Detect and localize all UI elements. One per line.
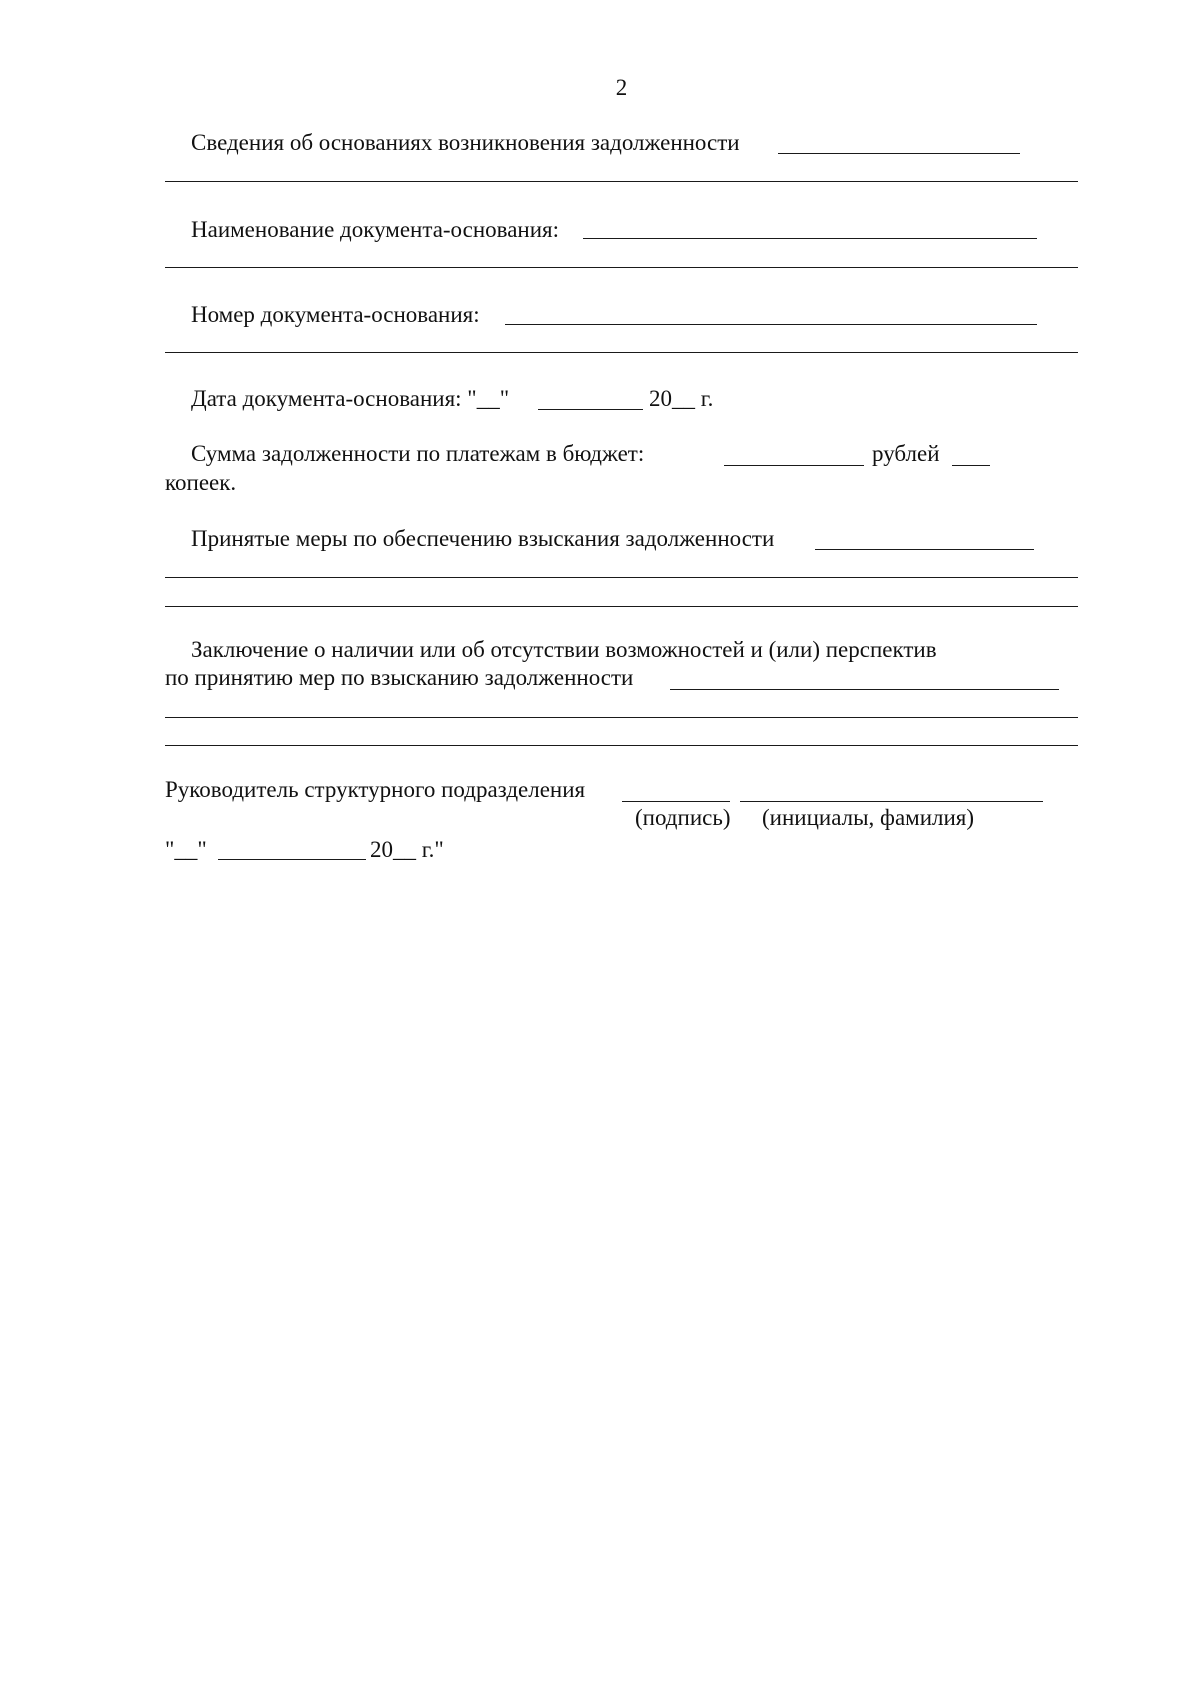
conclusion-blank[interactable] — [670, 689, 1059, 690]
conclusion-line-1: Заключение о наличии или об отсутствии возможностей и (или) перспектив — [191, 637, 937, 662]
conclusion-line-4[interactable] — [165, 745, 1078, 746]
doc-date-year: 20__ г. — [649, 386, 714, 411]
debt-basis-label: Сведения об основаниях возникновения задолженности — [191, 130, 740, 155]
debt-sum-kopecks: копеек. — [165, 470, 237, 495]
doc-name-line-2[interactable] — [165, 267, 1078, 268]
measures-line-2[interactable] — [165, 577, 1078, 578]
measures-line-3[interactable] — [165, 606, 1078, 607]
page-number: 2 — [615, 75, 628, 100]
doc-number-line-2[interactable] — [165, 352, 1078, 353]
signature-date-month-blank[interactable] — [218, 859, 366, 860]
doc-number-label: Номер документа-основания: — [191, 302, 480, 327]
debt-sum-rubles-blank[interactable] — [724, 465, 864, 466]
measures-label: Принятые меры по обеспечению взыскания задолженности — [191, 526, 775, 551]
debt-basis-line-2[interactable] — [165, 181, 1078, 182]
doc-number-blank[interactable] — [505, 324, 1037, 325]
signature-blank[interactable] — [622, 801, 730, 802]
name-caption: (инициалы, фамилия) — [762, 805, 975, 830]
doc-name-label: Наименование документа-основания: — [191, 217, 559, 242]
name-blank[interactable] — [740, 801, 1043, 802]
debt-sum-label: Сумма задолженности по платежам в бюджет: — [191, 441, 645, 466]
conclusion-line-3[interactable] — [165, 717, 1078, 718]
conclusion-line-2: по принятию мер по взысканию задолженности — [165, 665, 634, 690]
head-of-unit-label: Руководитель структурного подразделения — [165, 777, 586, 802]
signature-date-year: 20__ г." — [370, 837, 444, 862]
doc-date-month-blank[interactable] — [538, 409, 643, 410]
doc-name-blank[interactable] — [583, 238, 1037, 239]
doc-date-label: Дата документа-основания: "__" — [191, 386, 510, 411]
signature-caption: (подпись) — [635, 805, 731, 830]
signature-date-day: "__" — [165, 837, 207, 862]
measures-blank[interactable] — [815, 549, 1034, 550]
debt-sum-kopecks-blank[interactable] — [952, 465, 990, 466]
debt-sum-rubles: рублей — [872, 441, 940, 466]
debt-basis-blank[interactable] — [778, 153, 1020, 154]
